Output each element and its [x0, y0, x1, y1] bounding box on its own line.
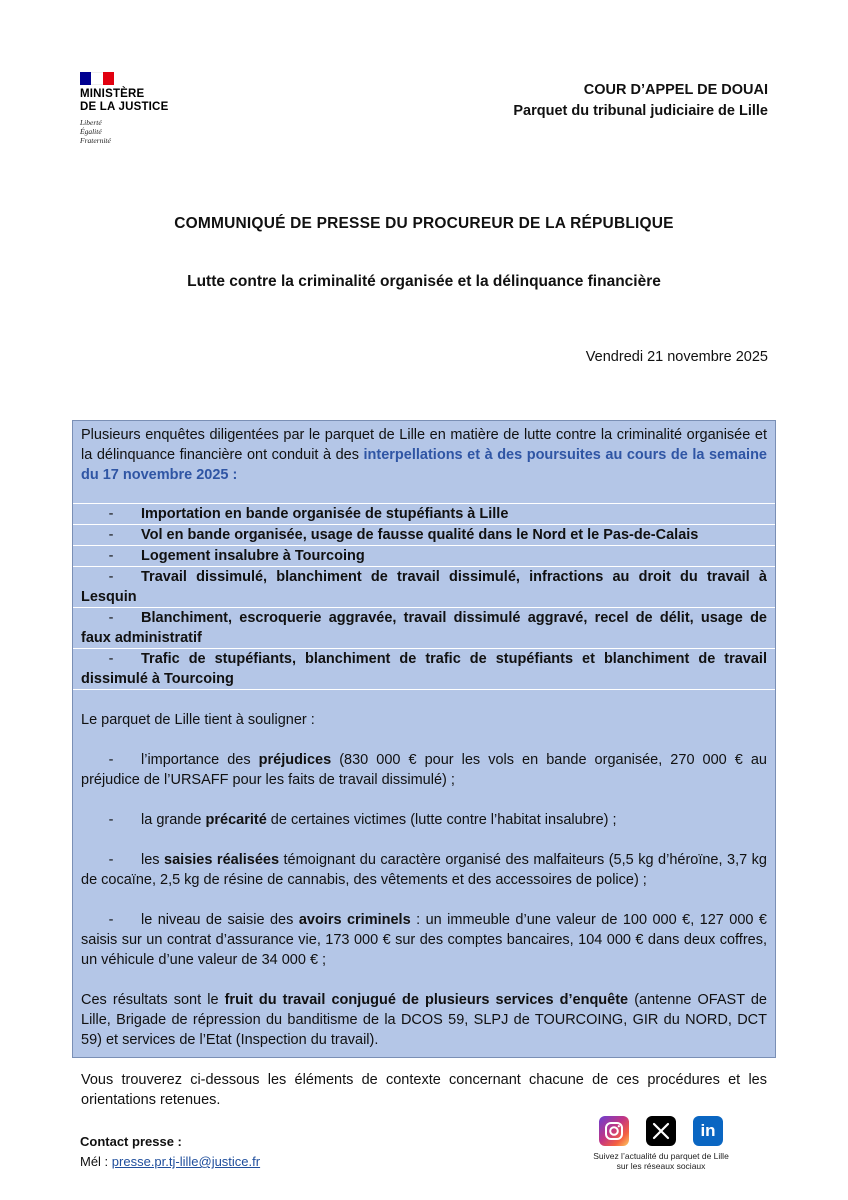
motto-liberte: Liberté: [80, 118, 102, 127]
court-name: COUR D’APPEL DE DOUAI: [583, 82, 768, 98]
logo-name-line2: DE LA JUSTICE: [80, 101, 169, 113]
court-header: [513, 80, 768, 122]
case-text: Vol en bande organisée, usage de fausse qualité dans le Nord et le Pas-de-Calais: [141, 527, 699, 543]
case-text: Travail dissimulé, blanchiment de travail dissimulé, infractions au droit du travail à Lesquin: [81, 569, 767, 605]
closing-paragraph: Vous trouverez ci-dessous les éléments de contexte concernant chacune de ces procédures et les orientations retenues.: [81, 1072, 767, 1108]
list-item: - Travail dissimulé, blanchiment de travail dissimulé, infractions au droit du travail à Lesquin: [73, 566, 775, 607]
emphasis-intro: Le parquet de Lille tient à souligner :: [81, 712, 315, 728]
case-text: Trafic de stupéfiants, blanchiment de trafic de stupéfiants et blanchiment de travail dissimulé à Tourcoing: [81, 651, 767, 687]
results-paragraph: Ces résultats sont le fruit du travail conjugué de plusieurs services d’enquête (antenne OFAST de Lille, Brigade de répression du banditisme de la DCOS 59, SLPJ de TOURCOING, GIR du NORD, DCT 59) et services de l’Etat (Inspection du travail).: [81, 992, 767, 1048]
logo-name-line1: MINISTÈRE: [80, 88, 145, 100]
mail-label: Mél :: [80, 1154, 112, 1169]
point-avoirs: - le niveau de saisie des avoirs criminels : un immeuble d’une valeur de 100 000 €, 127 000 € saisis sur un contrat d’assurance vie, 173 000 € sur des comptes bancaires, 104 000 € dans deux coffres, un véhicule d’une valeur de 34 000 € ;: [81, 912, 767, 968]
press-release-subtitle: Lutte contre la criminalité organisée et la délinquance financière: [187, 273, 661, 290]
press-contact: [80, 1132, 260, 1172]
x-twitter-icon[interactable]: [646, 1116, 676, 1146]
ministry-logo: [80, 72, 168, 145]
case-text: Importation en bande organisée de stupéfiants à Lille: [141, 506, 509, 522]
point-precarite: - la grande précarité de certaines victimes (lutte contre l’habitat insalubre) ;: [108, 812, 617, 828]
list-item: - Logement insalubre à Tourcoing: [73, 545, 775, 566]
main-content-box: [72, 420, 776, 1108]
release-date: Vendredi 21 novembre 2025: [585, 349, 768, 365]
list-item: - Importation en bande organisée de stupéfiants à Lille: [73, 503, 775, 524]
parquet-name: Parquet du tribunal judiciaire de Lille: [513, 103, 768, 119]
social-networks: [590, 1116, 732, 1171]
linkedin-icon[interactable]: in: [693, 1116, 723, 1146]
contact-label: Contact presse :: [80, 1134, 182, 1149]
case-text: Blanchiment, escroquerie aggravée, travail dissimulé aggravé, recel de délit, usage de faux administratif: [81, 610, 767, 646]
intro-highlight: interpellations et à des poursuites au cours de la semaine du 17 novembre 2025 :: [81, 447, 767, 483]
point-prejudices: - l’importance des préjudices (830 000 € pour les vols en bande organisée, 270 000 € au préjudice de l’URSAFF pour les faits de travail dissimulé) ;: [81, 752, 767, 788]
case-text: Logement insalubre à Tourcoing: [141, 548, 365, 564]
motto-egalite: Égalité: [80, 127, 102, 136]
contact-email-link[interactable]: presse.pr.tj-lille@justice.fr: [111, 1154, 261, 1169]
point-saisies: - les saisies réalisées témoignant du caractère organisé des malfaiteurs (5,5 kg d’héroïne, 3,7 kg de cocaïne, 2,5 kg de résine de cannabis, des vêtements et des accessoires de police) ;: [81, 852, 767, 888]
list-item: - Trafic de stupéfiants, blanchiment de trafic de stupéfiants et blanchiment de travail dissimulé à Tourcoing: [73, 648, 775, 690]
press-release-title: COMMUNIQUÉ DE PRESSE DU PROCUREUR DE LA RÉPUBLIQUE: [174, 215, 674, 232]
list-item: - Blanchiment, escroquerie aggravée, travail dissimulé aggravé, recel de délit, usage de faux administratif: [73, 607, 775, 648]
intro-paragraph: [81, 425, 767, 485]
cases-list: [81, 503, 767, 690]
social-caption: Suivez l’actualité du parquet de Lille sur les réseaux sociaux: [593, 1151, 729, 1171]
list-item: - Vol en bande organisée, usage de fausse qualité dans le Nord et le Pas-de-Calais: [73, 524, 775, 545]
instagram-icon[interactable]: [599, 1116, 629, 1146]
intro-text: Plusieurs enquêtes diligentées par le parquet de Lille en matière de lutte contre la criminalité organisée et la délinquance financière ont conduit à des: [81, 427, 767, 463]
logo-motto: [80, 118, 168, 145]
french-flag-icon: [80, 72, 114, 85]
motto-fraternite: Fraternité: [80, 136, 111, 145]
